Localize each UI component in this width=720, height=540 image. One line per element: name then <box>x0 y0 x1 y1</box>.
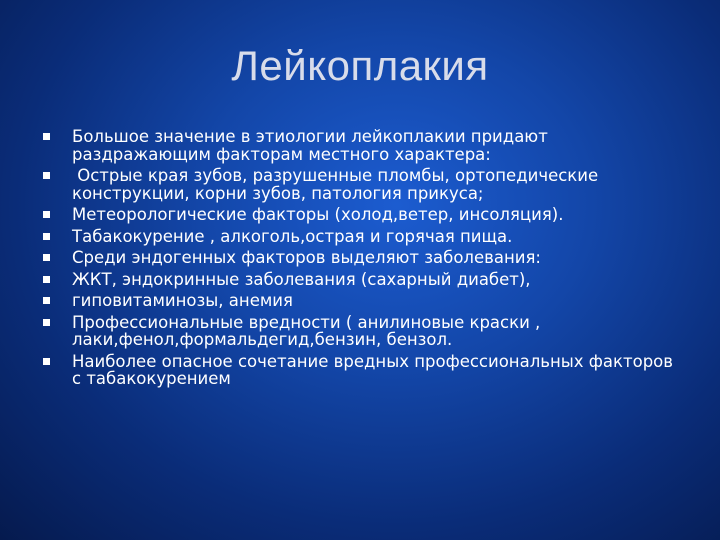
bullet-text: гиповитаминозы, анемия <box>72 291 293 310</box>
square-bullet-icon <box>43 319 50 326</box>
square-bullet-icon <box>43 276 50 283</box>
list-item <box>40 249 680 267</box>
bullet-text: ЖКТ, эндокринные заболевания (сахарный диабет), <box>72 269 531 289</box>
bullet-text: Табакокурение , алкоголь,острая и горячая пища. <box>72 226 513 246</box>
bullet-text: Большое значение в этиологии лейкоплакии придают раздражающим факторам местного характера: <box>72 127 548 164</box>
square-bullet-icon <box>43 211 50 218</box>
square-bullet-icon <box>43 233 50 240</box>
bullet-text: Острые края зубов, разрушенные пломбы, ортопедические конструкции, корни зубов, патология прикуса; <box>72 166 604 203</box>
square-bullet-icon <box>43 358 50 365</box>
list-item <box>40 271 680 289</box>
bullet-text: Среди эндогенных факторов выделяют заболевания: <box>72 248 541 267</box>
slide-title: Лейкоплакия <box>231 42 489 89</box>
bullet-text: Метеорологические факторы (холод,ветер, инсоляция). <box>72 205 564 224</box>
list-item <box>40 128 680 163</box>
list-item <box>40 353 680 388</box>
list-item <box>40 292 680 310</box>
square-bullet-icon <box>43 254 50 261</box>
list-item <box>40 314 680 349</box>
list-item <box>40 167 680 202</box>
list-item <box>40 228 680 246</box>
square-bullet-icon <box>43 172 50 179</box>
bullet-text: Профессиональные вредности ( анилиновые краски , лаки,фенол,формальдегид,бензин, бензол. <box>72 312 541 349</box>
square-bullet-icon <box>43 133 50 140</box>
square-bullet-icon <box>43 297 50 304</box>
bullet-list <box>40 128 680 392</box>
list-item <box>40 206 680 224</box>
bullet-text: Наиболее опасное сочетание вредных профессиональных факторов с табакокурением <box>72 351 673 388</box>
